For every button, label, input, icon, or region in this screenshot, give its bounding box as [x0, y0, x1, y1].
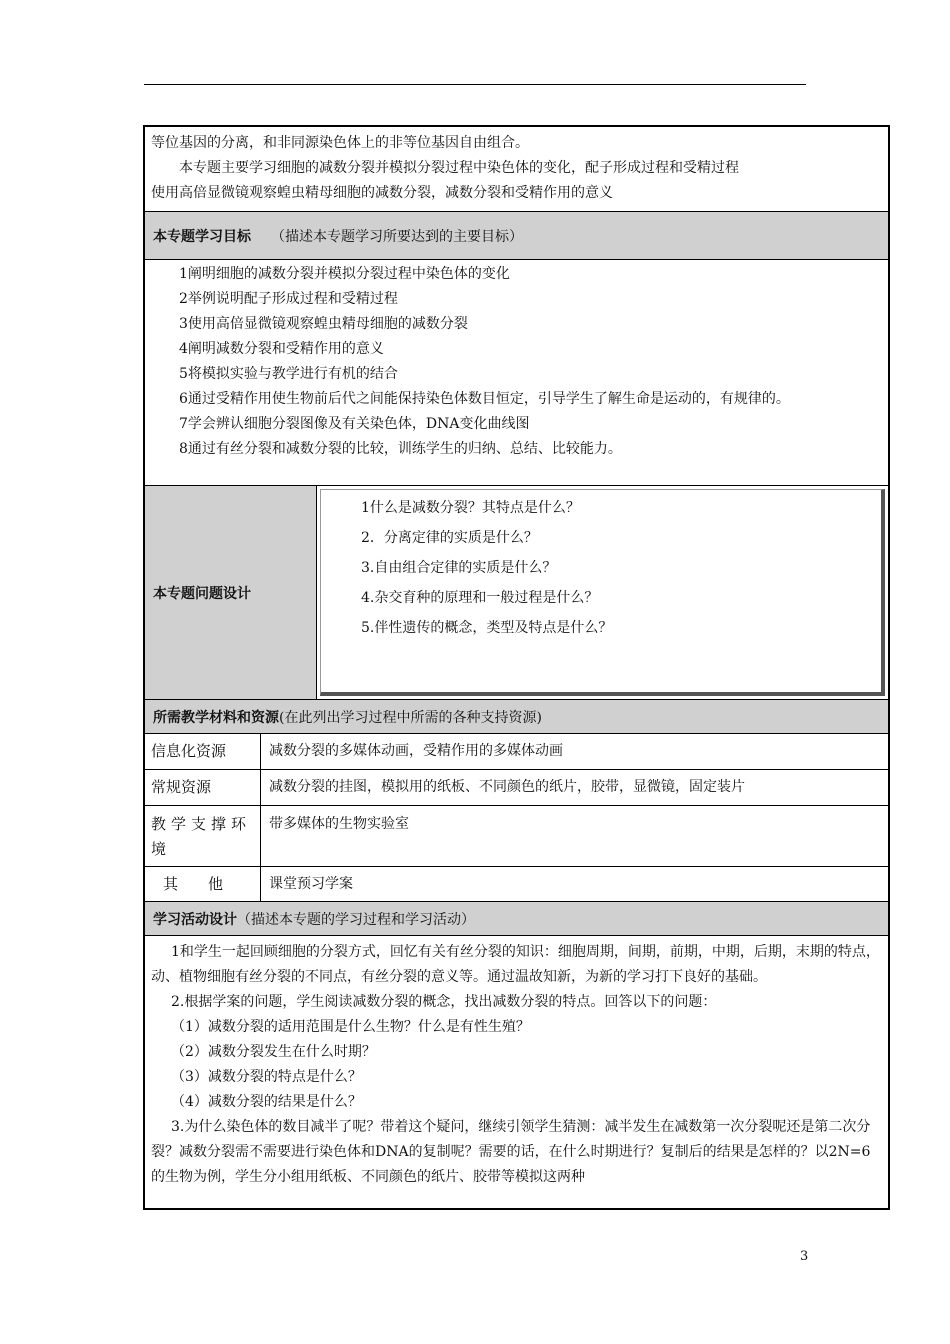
question-item: 5.伴性遗传的概念，类型及特点是什么？ [361, 620, 613, 636]
goal-item: 5将模拟实验与教学进行有机的结合 [179, 366, 398, 382]
header-rule [144, 84, 806, 85]
resources-title: 所需教学材料和资源 [153, 709, 279, 726]
resource-row [145, 770, 888, 806]
questions-section [145, 486, 888, 700]
activities-title: 学习活动设计 [153, 911, 237, 928]
intro-section [145, 127, 888, 212]
intro-line-1: 等位基因的分离，和非同源染色体上的非等位基因自由组合。 [151, 135, 529, 151]
goals-desc: （描述本专题学习所要达到的主要目标） [271, 228, 523, 245]
goal-item: 3使用高倍显微镜观察蝗虫精母细胞的减数分裂 [179, 316, 468, 332]
activity-paragraph: 3.为什么染色体的数目减半了呢？带着这个疑问，继续引领学生猜测：减半发生在减数第一次分裂呢还是第二次分裂？减数分裂需不需要进行染色体和DNA的复制呢？需要的话，在什么时期进行？复制后的结果是怎样的？以2N=6的生物为例，学生分小组用纸板、不同颜色的纸片、胶带等模拟这两种 [151, 1119, 871, 1185]
intro-line-2: 本专题主要学习细胞的减数分裂并模拟分裂过程中染色体的变化，配子形成过程和受精过程 [179, 160, 739, 176]
resource-label: 信息化资源 [145, 734, 261, 769]
resource-label: 教学支撑环境 [145, 806, 261, 866]
goals-header [145, 212, 888, 260]
goal-item: 1阐明细胞的减数分裂并模拟分裂过程中染色体的变化 [179, 266, 510, 282]
questions-box [317, 486, 888, 699]
resource-label: 常规资源 [145, 770, 261, 805]
goal-item: 7学会辨认细胞分裂图像及有关染色体，DNA变化曲线图 [179, 416, 530, 432]
goals-list [145, 260, 888, 486]
questions-label: 本专题问题设计 [145, 486, 317, 699]
resource-row [145, 734, 888, 770]
resources-header [145, 700, 888, 734]
goal-item: 4阐明减数分裂和受精作用的意义 [179, 341, 384, 357]
resource-row [145, 867, 888, 902]
activities-content [145, 936, 888, 1208]
question-item: 1什么是减数分裂？其特点是什么？ [361, 500, 580, 516]
activity-sub-item: （4）减数分裂的结果是什么？ [171, 1094, 362, 1110]
goals-title: 本专题学习目标 [153, 228, 251, 245]
question-item: 4.杂交育种的原理和一般过程是什么？ [361, 590, 599, 606]
resource-row [145, 806, 888, 867]
resource-value: 减数分裂的挂图，模拟用的纸板、不同颜色的纸片，胶带，显微镜，固定装片 [269, 779, 745, 795]
goal-item: 8通过有丝分裂和减数分裂的比较，训练学生的归纳、总结、比较能力。 [179, 441, 622, 457]
resource-value: 减数分裂的多媒体动画，受精作用的多媒体动画 [269, 743, 563, 759]
question-item: 2．分离定律的实质是什么？ [361, 530, 538, 546]
goal-item: 6通过受精作用使生物前后代之间能保持染色体数目恒定，引导学生了解生命是运动的，有规律的。 [179, 391, 790, 407]
intro-line-3: 使用高倍显微镜观察蝗虫精母细胞的减数分裂，减数分裂和受精作用的意义 [151, 185, 613, 201]
resource-label: 其 他 [145, 867, 261, 901]
activity-sub-item: （1）减数分裂的适用范围是什么生物？什么是有性生殖？ [171, 1019, 530, 1035]
activities-desc: （描述本专题的学习过程和学习活动） [237, 911, 475, 928]
activity-sub-item: （3）减数分裂的特点是什么？ [171, 1069, 362, 1085]
goal-item: 2举例说明配子形成过程和受精过程 [179, 291, 398, 307]
resource-value: 课堂预习学案 [269, 876, 353, 892]
resources-desc: (在此列出学习过程中所需的各种支持资源) [279, 709, 542, 726]
activity-paragraph: 1和学生一起回顾细胞的分裂方式，回忆有关有丝分裂的知识：细胞周期，间期，前期，中期，后期，末期的特点，动、植物细胞有丝分裂的不同点，有丝分裂的意义等。通过温故知新，为新的学习打下良好的基础。 [151, 944, 880, 985]
page-number: 3 [800, 1249, 809, 1264]
questions-frame [320, 489, 885, 696]
lesson-plan-table [143, 125, 890, 1210]
activity-sub-item: （2）减数分裂发生在什么时期？ [171, 1044, 376, 1060]
activities-header [145, 902, 888, 936]
resource-value: 带多媒体的生物实验室 [269, 816, 409, 832]
question-item: 3.自由组合定律的实质是什么？ [361, 560, 557, 576]
activity-paragraph: 2.根据学案的问题，学生阅读减数分裂的概念，找出减数分裂的特点。回答以下的问题： [171, 994, 717, 1010]
